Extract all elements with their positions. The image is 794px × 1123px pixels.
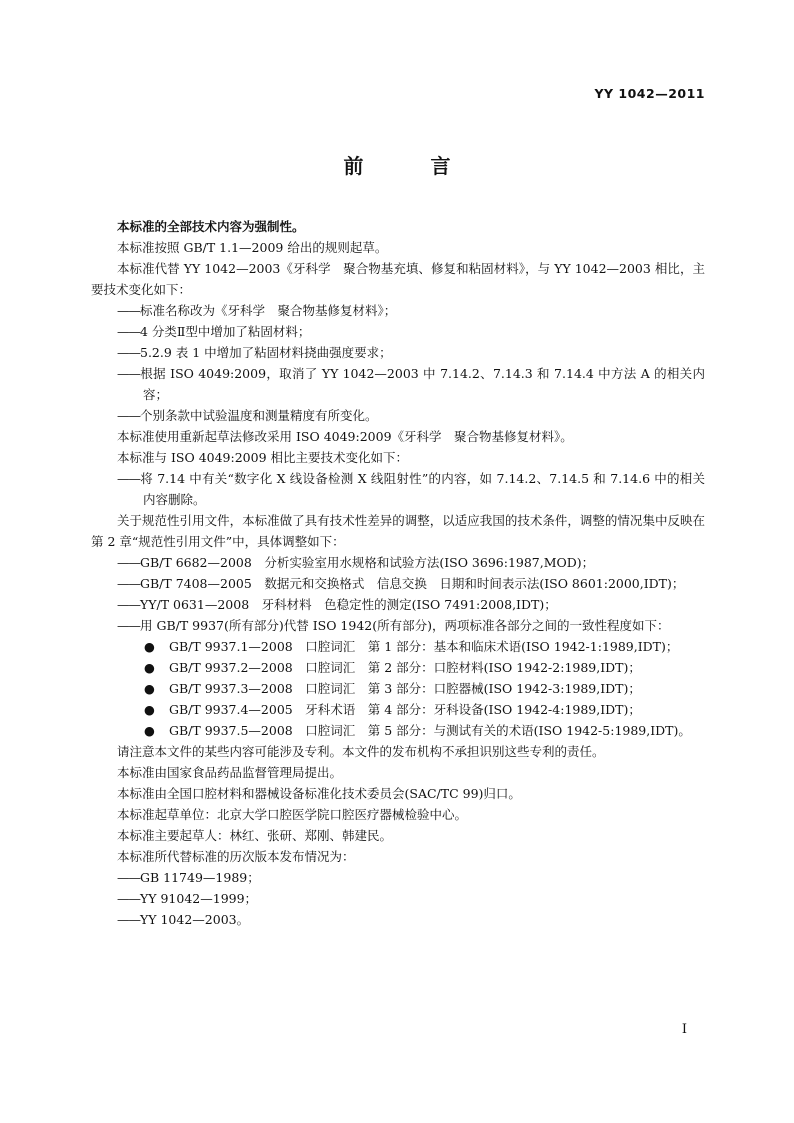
paragraph: 本标准的全部技术内容为强制性。 — [117, 219, 305, 234]
bullet-list-item — [91, 636, 705, 657]
bullet-icon: ● — [144, 639, 155, 654]
dash-list-item: —— 个别条款中试验温度和测量精度有所变化。 — [91, 405, 705, 426]
page-number: I — [681, 1022, 687, 1037]
paragraph: 本标准按照 GB/T 1.1—2009 给出的规则起草。 — [117, 240, 388, 255]
bullet-list-item — [91, 657, 705, 678]
paragraph: 本标准主要起草人：林红、张研、郑刚、韩建民。 — [117, 828, 393, 843]
bullet-list-item — [91, 699, 705, 720]
foreword-body — [91, 216, 705, 930]
dash-list-item: —— 4 分类Ⅱ型中增加了粘固材料； — [91, 321, 705, 342]
bullet-icon: ● — [144, 702, 155, 717]
bullet-text: GB/T 9937.2—2008 口腔词汇 第 2 部分：口腔材料(ISO 1942-2:1989,IDT)； — [169, 660, 641, 675]
dash-list-item: —— GB 11749—1989； — [91, 867, 705, 888]
dash-list-item: —— 5.2.9 表 1 中增加了粘固材料挠曲强度要求； — [91, 342, 705, 363]
bullet-text: GB/T 9937.3—2008 口腔词汇 第 3 部分：口腔器械(ISO 1942-3:1989,IDT)； — [169, 681, 641, 696]
paragraph: 本标准与 ISO 4049:2009 相比主要技术变化如下： — [117, 450, 409, 465]
bullet-icon: ● — [144, 723, 155, 738]
dash-list-item: —— 标准名称改为《牙科学 聚合物基修复材料》； — [91, 300, 705, 321]
paragraph: 请注意本文件的某些内容可能涉及专利。本文件的发布机构不承担识别这些专利的责任。 — [117, 744, 605, 759]
dash-list-item: —— 将 7.14 中有关“数字化 X 线设备检测 X 线阻射性”的内容，如 7.14.2、7.14.5 和 7.14.6 中的相关内容删除。 — [91, 468, 705, 510]
bullet-text: GB/T 9937.4—2005 牙科术语 第 4 部分：牙科设备(ISO 1942-4:1989,IDT)； — [169, 702, 641, 717]
paragraph: 本标准所代替标准的历次版本发布情况为： — [117, 849, 355, 864]
paragraph: 本标准由国家食品药品监督管理局提出。 — [117, 765, 343, 780]
bullet-list-item — [91, 678, 705, 699]
dash-list-item: —— YY/T 0631—2008 牙科材料 色稳定性的测定(ISO 7491:2008,IDT)； — [91, 594, 705, 615]
bullet-text: GB/T 9937.1—2008 口腔词汇 第 1 部分：基本和临床术语(ISO 1942-1:1989,IDT)； — [169, 639, 679, 654]
dash-list-item: —— YY 91042—1999； — [91, 888, 705, 909]
dash-list-item: —— GB/T 6682—2008 分析实验室用水规格和试验方法(ISO 3696:1987,MOD)； — [91, 552, 705, 573]
page-title: 前 言 — [343, 154, 481, 178]
paragraph: 本标准代替 YY 1042—2003《牙科学 聚合物基充填、修复和粘固材料》，与 YY 1042—2003 相比，主要技术变化如下： — [91, 261, 705, 297]
paragraph: 本标准由全国口腔材料和器械设备标准化技术委员会(SAC/TC 99)归口。 — [117, 786, 521, 801]
bullet-text: GB/T 9937.5—2008 口腔词汇 第 5 部分：与测试有关的术语(ISO 1942-5:1989,IDT)。 — [169, 723, 691, 738]
bullet-icon: ● — [144, 681, 155, 696]
dash-list-item: —— 用 GB/T 9937(所有部分)代替 ISO 1942(所有部分)，两项标准各部分之间的一致性程度如下： — [91, 615, 705, 636]
paragraph: 本标准起草单位：北京大学口腔医学院口腔医疗器械检验中心。 — [117, 807, 468, 822]
bullet-icon: ● — [144, 660, 155, 675]
dash-list-item: —— 根据 ISO 4049:2009，取消了 YY 1042—2003 中 7.14.2、7.14.3 和 7.14.4 中方法 A 的相关内容； — [91, 363, 705, 405]
dash-list-item: —— GB/T 7408—2005 数据元和交换格式 信息交换 日期和时间表示法(ISO 8601:2000,IDT)； — [91, 573, 705, 594]
bullet-list-item — [91, 720, 705, 741]
paragraph: 关于规范性引用文件，本标准做了具有技术性差异的调整，以适应我国的技术条件，调整的情况集中反映在第 2 章“规范性引用文件”中，具体调整如下： — [91, 513, 705, 549]
paragraph: 本标准使用重新起草法修改采用 ISO 4049:2009《牙科学 聚合物基修复材料》。 — [117, 429, 573, 444]
standard-number: YY 1042—2011 — [594, 86, 705, 101]
dash-list-item: —— YY 1042—2003。 — [91, 909, 705, 930]
